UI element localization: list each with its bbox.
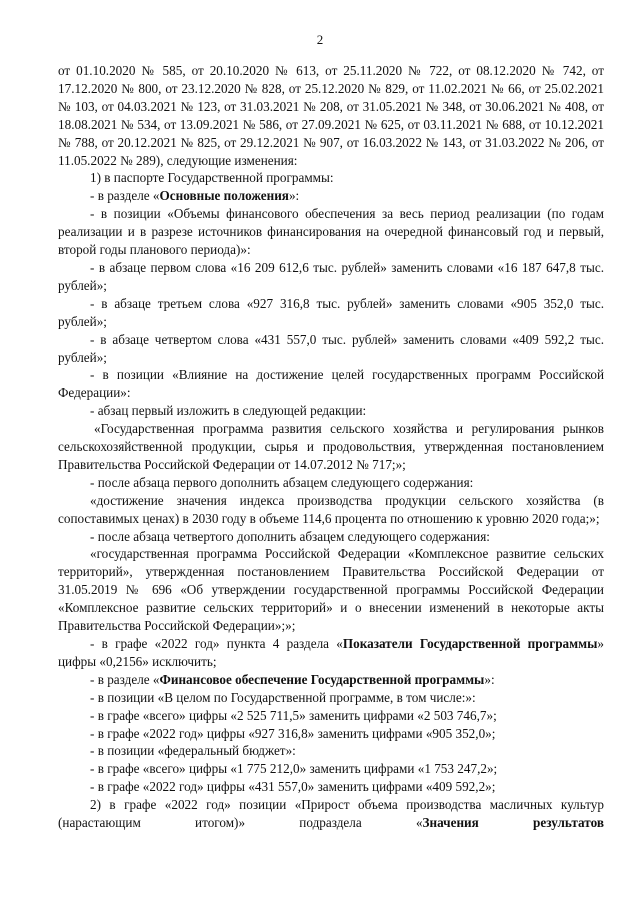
paragraph-quote-program-696: «государственная программа Российской Федерации «Комплексное развитие сельских территорий», утвержденная постановлением Правительства Российской Федерации от 31.05.2019 № 696 «Об утверждении государственной программы Российской Федерации «Комплексное развитие сельских территорий» и о внесении изменений в некоторые акты Правительства Российской Федерации»;»; — [58, 546, 604, 634]
document-body — [58, 62, 604, 832]
paragraph-financial-section: - в разделе «Финансовое обеспечение Государственной программы»: — [90, 671, 495, 687]
paragraph-funding-position: - в позиции «Объемы финансового обеспечения за весь период реализации (по годам реализации и в разрезе источников финансирования на очередной финансовый год и первый, второй годы планового периода)»: — [58, 206, 604, 258]
bold-section-title: Значения результатов — [422, 815, 604, 831]
paragraph-overall-position: - в позиции «В целом по Государственной программе, в том числе:»: — [90, 689, 476, 705]
paragraph-federal-total: - в графе «всего» цифры «1 775 212,0» заменить цифрами «1 753 247,2»; — [90, 761, 498, 777]
paragraph-item-1: 1) в паспорте Государственной программы: — [90, 170, 334, 186]
paragraph-quote-program-717: «Государственная программа развития сельского хозяйства и регулирования рынков сельскохозяйственной продукции, сырья и продовольствия, утвержденная постановлением Правительства Российской Федерации от 14.07.2012 № 717;»; — [58, 421, 604, 472]
paragraph-total-column: - в графе «всего» цифры «2 525 711,5» заменить цифрами «2 503 746,7»; — [90, 707, 497, 723]
paragraph-add-after-first: - после абзаца первого дополнить абзацем следующего содержания: — [90, 474, 474, 490]
paragraph-add-after-fourth: - после абзаца четвертого дополнить абзацем следующего содержания: — [90, 528, 490, 544]
paragraph-third-abzac: - в абзаце третьем слова «927 316,8 тыс. рублей» заменить словами «905 352,0 тыс. рублей»; — [58, 295, 604, 329]
paragraph-first-abzac: - в абзаце первом слова «16 209 612,6 тыс. рублей» заменить словами «16 187 647,8 тыс. рублей»; — [58, 259, 604, 293]
paragraph-2022-column: - в графе «2022 год» цифры «927 316,8» заменить цифрами «905 352,0»; — [90, 725, 496, 741]
paragraph-item-2: 2) в графе «2022 год» позиции «Прирост объема производства масличных культур (нарастающим итогом)» подраздела «Значения результатов — [58, 797, 604, 831]
page-number: 2 — [316, 32, 324, 47]
paragraph-federal-2022: - в графе «2022 год» цифры «431 557,0» заменить цифрами «409 592,2»; — [90, 779, 496, 795]
paragraph-fourth-abzac: - в абзаце четвертом слова «431 557,0 тыс. рублей» заменить словами «409 592,2 тыс. рублей»; — [58, 331, 604, 365]
paragraph-quote-index: «достижение значения индекса производства продукции сельского хозяйства (в сопоставимых ценах) в 2030 году в объеме 114,6 процента по отношению к уровню 2020 года;»; — [58, 492, 604, 526]
bold-section-title: Финансовое обеспечение Государственной программы — [159, 671, 485, 687]
paragraph-indicators: - в графе «2022 год» пункта 4 раздела «Показатели Государственной программы» цифры «0,2156» исключить; — [58, 636, 604, 669]
bold-section-title: Показатели Государственной программы — [342, 636, 598, 651]
paragraph-first-abzac-edit: - абзац первый изложить в следующей редакции: — [90, 403, 367, 419]
paragraph-influence-position: - в позиции «Влияние на достижение целей государственных программ Российской Федерации»: — [58, 367, 604, 401]
bold-section-title: Основные положения — [159, 188, 289, 204]
paragraph-section-main-provisions: - в разделе «Основные положения»: — [90, 188, 300, 204]
paragraph-federal-budget: - в позиции «федеральный бюджет»: — [90, 743, 296, 759]
paragraph-resolution-list: от 01.10.2020 № 585, от 20.10.2020 № 613, от 25.11.2020 № 722, от 08.12.2020 № 742, от 17.12.2020 № 800, от 23.12.2020 № 828, от 25.12.2020 № 829, от 11.02.2021 № 66, от 25.02.2021 № 103, от 04.03.2021 № 123, от 31.03.2021 № 208, от 31.05.2021 № 348, от 30.06.2021 № 408, от 18.08.2021 № 534, от 13.09.2021 № 586, от 27.09.2021 № 625, от 03.11.2021 № 688, от 10.12.2021 № 788, от 20.12.2021 № 825, от 29.12.2021 № 907, от 16.03.2022 № 143, от 31.03.2022 № 206, от 11.05.2022 № 289), следующие изменения: — [58, 63, 604, 168]
